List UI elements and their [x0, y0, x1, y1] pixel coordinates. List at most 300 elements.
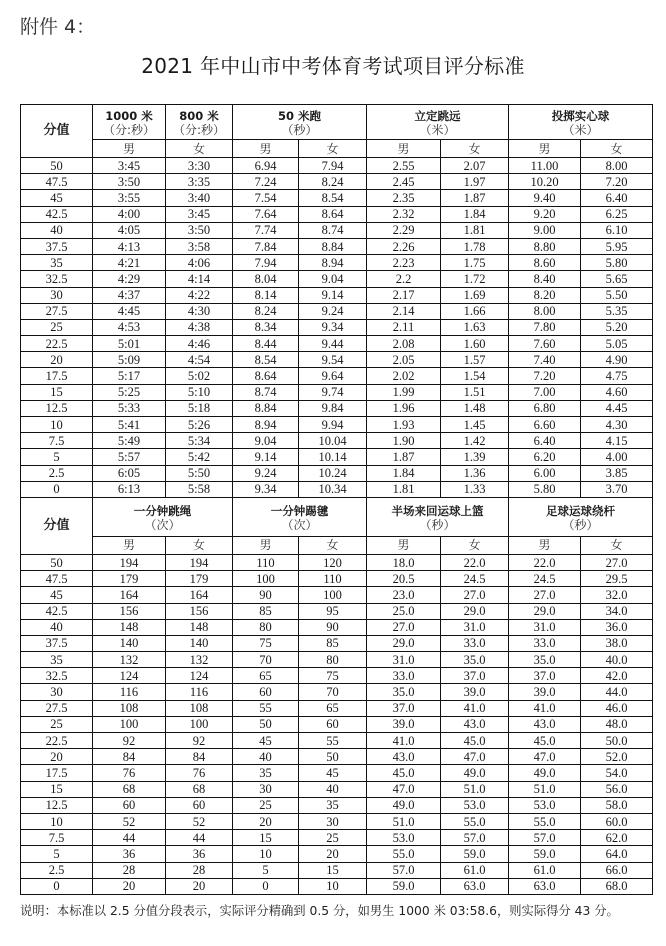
- value-cell: 20: [233, 813, 299, 829]
- value-cell: 156: [166, 603, 233, 619]
- value-cell: 5:17: [93, 368, 166, 384]
- value-cell: 1.54: [441, 368, 509, 384]
- table-row: [21, 797, 653, 813]
- value-cell: 2.29: [367, 222, 441, 238]
- value-cell: 1.72: [441, 271, 509, 287]
- female-header: 女: [299, 140, 367, 158]
- value-cell: 46.0: [581, 700, 653, 716]
- value-cell: 36.0: [581, 619, 653, 635]
- value-cell: 1.36: [441, 465, 509, 481]
- value-cell: 5:09: [93, 352, 166, 368]
- value-cell: 9.84: [299, 400, 367, 416]
- value-cell: 8.74: [233, 384, 299, 400]
- value-cell: 3:30: [166, 158, 233, 174]
- section1-body: [21, 158, 653, 498]
- value-cell: 95: [299, 603, 367, 619]
- value-cell: 51.0: [441, 781, 509, 797]
- value-cell: 1.60: [441, 336, 509, 352]
- score-header: 分值: [21, 105, 93, 158]
- value-cell: 8.84: [299, 238, 367, 254]
- value-cell: 90: [299, 619, 367, 635]
- item-name-row: [21, 497, 653, 518]
- score-header: 分值: [21, 497, 93, 554]
- score-cell: 40: [21, 222, 93, 238]
- sex-row: [21, 140, 653, 158]
- item-unit: （秒）: [367, 518, 509, 537]
- value-cell: 1.48: [441, 400, 509, 416]
- female-header: 女: [299, 536, 367, 554]
- score-cell: 37.5: [21, 238, 93, 254]
- table-row: [21, 336, 653, 352]
- value-cell: 5:50: [166, 465, 233, 481]
- value-cell: 3.70: [581, 481, 653, 497]
- value-cell: 7.74: [233, 222, 299, 238]
- male-header: 男: [367, 536, 441, 554]
- table-row: [21, 571, 653, 587]
- value-cell: 8.94: [299, 255, 367, 271]
- value-cell: 9.14: [233, 449, 299, 465]
- value-cell: 8.24: [299, 174, 367, 190]
- value-cell: 2.45: [367, 174, 441, 190]
- value-cell: 49.0: [509, 765, 581, 781]
- value-cell: 4:53: [93, 319, 166, 335]
- score-cell: 27.5: [21, 303, 93, 319]
- value-cell: 8.64: [233, 368, 299, 384]
- value-cell: 34.0: [581, 603, 653, 619]
- table-row: [21, 255, 653, 271]
- table-row: [21, 619, 653, 635]
- value-cell: 5.05: [581, 336, 653, 352]
- value-cell: 37.0: [441, 668, 509, 684]
- score-cell: 42.5: [21, 206, 93, 222]
- value-cell: 22.0: [509, 554, 581, 570]
- table-row: [21, 635, 653, 651]
- value-cell: 22.0: [441, 554, 509, 570]
- value-cell: 164: [166, 587, 233, 603]
- value-cell: 25.0: [367, 603, 441, 619]
- table-row: [21, 384, 653, 400]
- value-cell: 9.04: [299, 271, 367, 287]
- value-cell: 2.07: [441, 158, 509, 174]
- value-cell: 1.93: [367, 417, 441, 433]
- table-row: [21, 603, 653, 619]
- value-cell: 43.0: [441, 716, 509, 732]
- score-cell: 0: [21, 878, 93, 894]
- value-cell: 9.64: [299, 368, 367, 384]
- value-cell: 1.81: [367, 481, 441, 497]
- score-cell: 32.5: [21, 668, 93, 684]
- value-cell: 4:29: [93, 271, 166, 287]
- table-row: [21, 781, 653, 797]
- table-row: [21, 668, 653, 684]
- value-cell: 31.0: [367, 652, 441, 668]
- score-cell: 22.5: [21, 336, 93, 352]
- item-unit: （分:秒）: [166, 123, 233, 140]
- value-cell: 65: [299, 700, 367, 716]
- value-cell: 1.81: [441, 222, 509, 238]
- value-cell: 6.40: [581, 190, 653, 206]
- score-cell: 27.5: [21, 700, 93, 716]
- value-cell: 31.0: [441, 619, 509, 635]
- value-cell: 148: [93, 619, 166, 635]
- value-cell: 2.32: [367, 206, 441, 222]
- value-cell: 52: [93, 813, 166, 829]
- value-cell: 4.30: [581, 417, 653, 433]
- male-header: 男: [233, 140, 299, 158]
- value-cell: 55.0: [367, 846, 441, 862]
- value-cell: 51.0: [367, 813, 441, 829]
- item-name: 投掷实心球: [509, 105, 653, 124]
- value-cell: 57.0: [509, 830, 581, 846]
- value-cell: 84: [166, 749, 233, 765]
- table-row: [21, 465, 653, 481]
- value-cell: 35: [233, 765, 299, 781]
- value-cell: 7.20: [581, 174, 653, 190]
- value-cell: 1.63: [441, 319, 509, 335]
- value-cell: 3:40: [166, 190, 233, 206]
- value-cell: 37.0: [509, 668, 581, 684]
- item-unit: （秒）: [233, 123, 367, 140]
- value-cell: 8.74: [299, 222, 367, 238]
- value-cell: 5:57: [93, 449, 166, 465]
- value-cell: 5.95: [581, 238, 653, 254]
- value-cell: 59.0: [509, 846, 581, 862]
- item-name: 半场来回运球上篮: [367, 497, 509, 518]
- value-cell: 4.90: [581, 352, 653, 368]
- value-cell: 51.0: [509, 781, 581, 797]
- value-cell: 28: [166, 862, 233, 878]
- male-header: 男: [233, 536, 299, 554]
- value-cell: 64.0: [581, 846, 653, 862]
- value-cell: 56.0: [581, 781, 653, 797]
- value-cell: 3:45: [93, 158, 166, 174]
- value-cell: 6:13: [93, 481, 166, 497]
- value-cell: 116: [93, 684, 166, 700]
- value-cell: 70: [233, 652, 299, 668]
- value-cell: 5:26: [166, 417, 233, 433]
- value-cell: 8.64: [299, 206, 367, 222]
- value-cell: 49.0: [367, 797, 441, 813]
- value-cell: 7.54: [233, 190, 299, 206]
- value-cell: 10: [233, 846, 299, 862]
- value-cell: 20: [299, 846, 367, 862]
- value-cell: 25: [299, 830, 367, 846]
- table-row: [21, 813, 653, 829]
- value-cell: 9.24: [233, 465, 299, 481]
- item-unit-row: [21, 123, 653, 140]
- value-cell: 5:34: [166, 433, 233, 449]
- score-cell: 12.5: [21, 797, 93, 813]
- table-row: [21, 222, 653, 238]
- value-cell: 33.0: [367, 668, 441, 684]
- value-cell: 50: [299, 749, 367, 765]
- value-cell: 3:55: [93, 190, 166, 206]
- table-row: [21, 878, 653, 894]
- female-header: 女: [441, 140, 509, 158]
- female-header: 女: [581, 140, 653, 158]
- value-cell: 33.0: [509, 635, 581, 651]
- value-cell: 54.0: [581, 765, 653, 781]
- value-cell: 3:50: [166, 222, 233, 238]
- value-cell: 55.0: [509, 813, 581, 829]
- table-row: [21, 400, 653, 416]
- value-cell: 6.94: [233, 158, 299, 174]
- value-cell: 1.75: [441, 255, 509, 271]
- value-cell: 2.02: [367, 368, 441, 384]
- value-cell: 4:46: [166, 336, 233, 352]
- value-cell: 70: [299, 684, 367, 700]
- value-cell: 1.69: [441, 287, 509, 303]
- score-cell: 0: [21, 481, 93, 497]
- value-cell: 3:35: [166, 174, 233, 190]
- value-cell: 28: [93, 862, 166, 878]
- value-cell: 2.26: [367, 238, 441, 254]
- value-cell: 80: [233, 619, 299, 635]
- item-unit: （米）: [367, 123, 509, 140]
- value-cell: 45.0: [367, 765, 441, 781]
- item-unit: （秒）: [509, 518, 653, 537]
- value-cell: 55: [233, 700, 299, 716]
- value-cell: 85: [233, 603, 299, 619]
- value-cell: 8.14: [233, 287, 299, 303]
- value-cell: 57.0: [367, 862, 441, 878]
- value-cell: 58.0: [581, 797, 653, 813]
- score-cell: 15: [21, 384, 93, 400]
- value-cell: 4:37: [93, 287, 166, 303]
- value-cell: 5:10: [166, 384, 233, 400]
- value-cell: 57.0: [441, 830, 509, 846]
- value-cell: 8.00: [581, 158, 653, 174]
- value-cell: 4:14: [166, 271, 233, 287]
- value-cell: 7.94: [233, 255, 299, 271]
- table-row: [21, 749, 653, 765]
- value-cell: 120: [299, 554, 367, 570]
- value-cell: 10.24: [299, 465, 367, 481]
- score-cell: 15: [21, 781, 93, 797]
- value-cell: 5.20: [581, 319, 653, 335]
- value-cell: 5.50: [581, 287, 653, 303]
- value-cell: 4:21: [93, 255, 166, 271]
- value-cell: 40: [299, 781, 367, 797]
- table-row: [21, 733, 653, 749]
- score-cell: 5: [21, 449, 93, 465]
- score-cell: 50: [21, 554, 93, 570]
- item-name: 800 米: [166, 105, 233, 124]
- value-cell: 45.0: [509, 733, 581, 749]
- value-cell: 29.0: [441, 603, 509, 619]
- value-cell: 66.0: [581, 862, 653, 878]
- value-cell: 3.85: [581, 465, 653, 481]
- value-cell: 60: [93, 797, 166, 813]
- table-row: [21, 271, 653, 287]
- value-cell: 49.0: [441, 765, 509, 781]
- table-row: [21, 554, 653, 570]
- value-cell: 100: [233, 571, 299, 587]
- value-cell: 100: [299, 587, 367, 603]
- value-cell: 132: [93, 652, 166, 668]
- value-cell: 4:22: [166, 287, 233, 303]
- value-cell: 5.80: [581, 255, 653, 271]
- value-cell: 132: [166, 652, 233, 668]
- value-cell: 75: [233, 635, 299, 651]
- value-cell: 39.0: [441, 684, 509, 700]
- score-cell: 22.5: [21, 733, 93, 749]
- female-header: 女: [441, 536, 509, 554]
- value-cell: 8.44: [233, 336, 299, 352]
- score-cell: 17.5: [21, 765, 93, 781]
- table-row: [21, 684, 653, 700]
- table-row: [21, 174, 653, 190]
- male-header: 男: [509, 140, 581, 158]
- value-cell: 8.94: [233, 417, 299, 433]
- score-cell: 12.5: [21, 400, 93, 416]
- value-cell: 9.54: [299, 352, 367, 368]
- value-cell: 4.60: [581, 384, 653, 400]
- score-cell: 25: [21, 716, 93, 732]
- value-cell: 27.0: [509, 587, 581, 603]
- table-row: [21, 238, 653, 254]
- value-cell: 7.20: [509, 368, 581, 384]
- value-cell: 1.87: [441, 190, 509, 206]
- value-cell: 8.20: [509, 287, 581, 303]
- value-cell: 10.04: [299, 433, 367, 449]
- value-cell: 8.80: [509, 238, 581, 254]
- score-cell: 7.5: [21, 433, 93, 449]
- value-cell: 40.0: [581, 652, 653, 668]
- score-cell: 17.5: [21, 368, 93, 384]
- value-cell: 2.11: [367, 319, 441, 335]
- value-cell: 10.14: [299, 449, 367, 465]
- value-cell: 47.0: [441, 749, 509, 765]
- value-cell: 6.25: [581, 206, 653, 222]
- value-cell: 5: [233, 862, 299, 878]
- value-cell: 9.94: [299, 417, 367, 433]
- score-cell: 45: [21, 587, 93, 603]
- value-cell: 61.0: [441, 862, 509, 878]
- value-cell: 6.80: [509, 400, 581, 416]
- value-cell: 18.0: [367, 554, 441, 570]
- score-cell: 50: [21, 158, 93, 174]
- value-cell: 4:45: [93, 303, 166, 319]
- value-cell: 24.5: [509, 571, 581, 587]
- value-cell: 1.42: [441, 433, 509, 449]
- female-header: 女: [166, 140, 233, 158]
- value-cell: 24.5: [441, 571, 509, 587]
- table-row: [21, 303, 653, 319]
- value-cell: 53.0: [441, 797, 509, 813]
- value-cell: 76: [93, 765, 166, 781]
- value-cell: 45.0: [441, 733, 509, 749]
- score-cell: 30: [21, 684, 93, 700]
- value-cell: 4:06: [166, 255, 233, 271]
- value-cell: 59.0: [441, 846, 509, 862]
- table-row: [21, 417, 653, 433]
- value-cell: 1.87: [367, 449, 441, 465]
- value-cell: 124: [93, 668, 166, 684]
- value-cell: 116: [166, 684, 233, 700]
- value-cell: 50.0: [581, 733, 653, 749]
- value-cell: 8.84: [233, 400, 299, 416]
- score-cell: 37.5: [21, 635, 93, 651]
- value-cell: 2.17: [367, 287, 441, 303]
- male-header: 男: [93, 536, 166, 554]
- value-cell: 5:41: [93, 417, 166, 433]
- value-cell: 156: [93, 603, 166, 619]
- item-name-row: [21, 105, 653, 124]
- value-cell: 5:02: [166, 368, 233, 384]
- value-cell: 6.00: [509, 465, 581, 481]
- score-cell: 45: [21, 190, 93, 206]
- value-cell: 48.0: [581, 716, 653, 732]
- value-cell: 4.45: [581, 400, 653, 416]
- value-cell: 43.0: [367, 749, 441, 765]
- value-cell: 55.0: [441, 813, 509, 829]
- value-cell: 20: [93, 878, 166, 894]
- table-row: [21, 700, 653, 716]
- value-cell: 8.54: [299, 190, 367, 206]
- value-cell: 3:50: [93, 174, 166, 190]
- value-cell: 9.74: [299, 384, 367, 400]
- item-unit: （米）: [509, 123, 653, 140]
- value-cell: 85: [299, 635, 367, 651]
- value-cell: 9.44: [299, 336, 367, 352]
- value-cell: 1.84: [441, 206, 509, 222]
- value-cell: 100: [93, 716, 166, 732]
- value-cell: 1.99: [367, 384, 441, 400]
- value-cell: 4.00: [581, 449, 653, 465]
- male-header: 男: [509, 536, 581, 554]
- value-cell: 5.65: [581, 271, 653, 287]
- value-cell: 20: [166, 878, 233, 894]
- value-cell: 27.0: [441, 587, 509, 603]
- value-cell: 148: [166, 619, 233, 635]
- value-cell: 31.0: [509, 619, 581, 635]
- table-row: [21, 352, 653, 368]
- item-name: 足球运球绕杆: [509, 497, 653, 518]
- value-cell: 44: [166, 830, 233, 846]
- value-cell: 110: [299, 571, 367, 587]
- score-cell: 25: [21, 319, 93, 335]
- item-name: 立定跳远: [367, 105, 509, 124]
- table-row: [21, 206, 653, 222]
- value-cell: 7.40: [509, 352, 581, 368]
- value-cell: 108: [93, 700, 166, 716]
- value-cell: 4:54: [166, 352, 233, 368]
- value-cell: 68.0: [581, 878, 653, 894]
- value-cell: 23.0: [367, 587, 441, 603]
- value-cell: 1.66: [441, 303, 509, 319]
- value-cell: 124: [166, 668, 233, 684]
- value-cell: 7.94: [299, 158, 367, 174]
- value-cell: 41.0: [367, 733, 441, 749]
- table-row: [21, 862, 653, 878]
- score-cell: 32.5: [21, 271, 93, 287]
- value-cell: 2.05: [367, 352, 441, 368]
- value-cell: 4:30: [166, 303, 233, 319]
- table-row: [21, 158, 653, 174]
- value-cell: 2.2: [367, 271, 441, 287]
- item-name: 一分钟跳绳: [93, 497, 233, 518]
- value-cell: 4:13: [93, 238, 166, 254]
- value-cell: 27.0: [581, 554, 653, 570]
- value-cell: 60: [166, 797, 233, 813]
- value-cell: 39.0: [367, 716, 441, 732]
- value-cell: 7.24: [233, 174, 299, 190]
- footnote: 说明：本标准以 2.5 分值分段表示，实际评分精确到 0.5 分，如男生 1000 米 03:58.6，则实际得分 43 分。: [20, 904, 619, 918]
- item-name: 1000 米: [93, 105, 166, 124]
- table-row: [21, 190, 653, 206]
- value-cell: 36: [166, 846, 233, 862]
